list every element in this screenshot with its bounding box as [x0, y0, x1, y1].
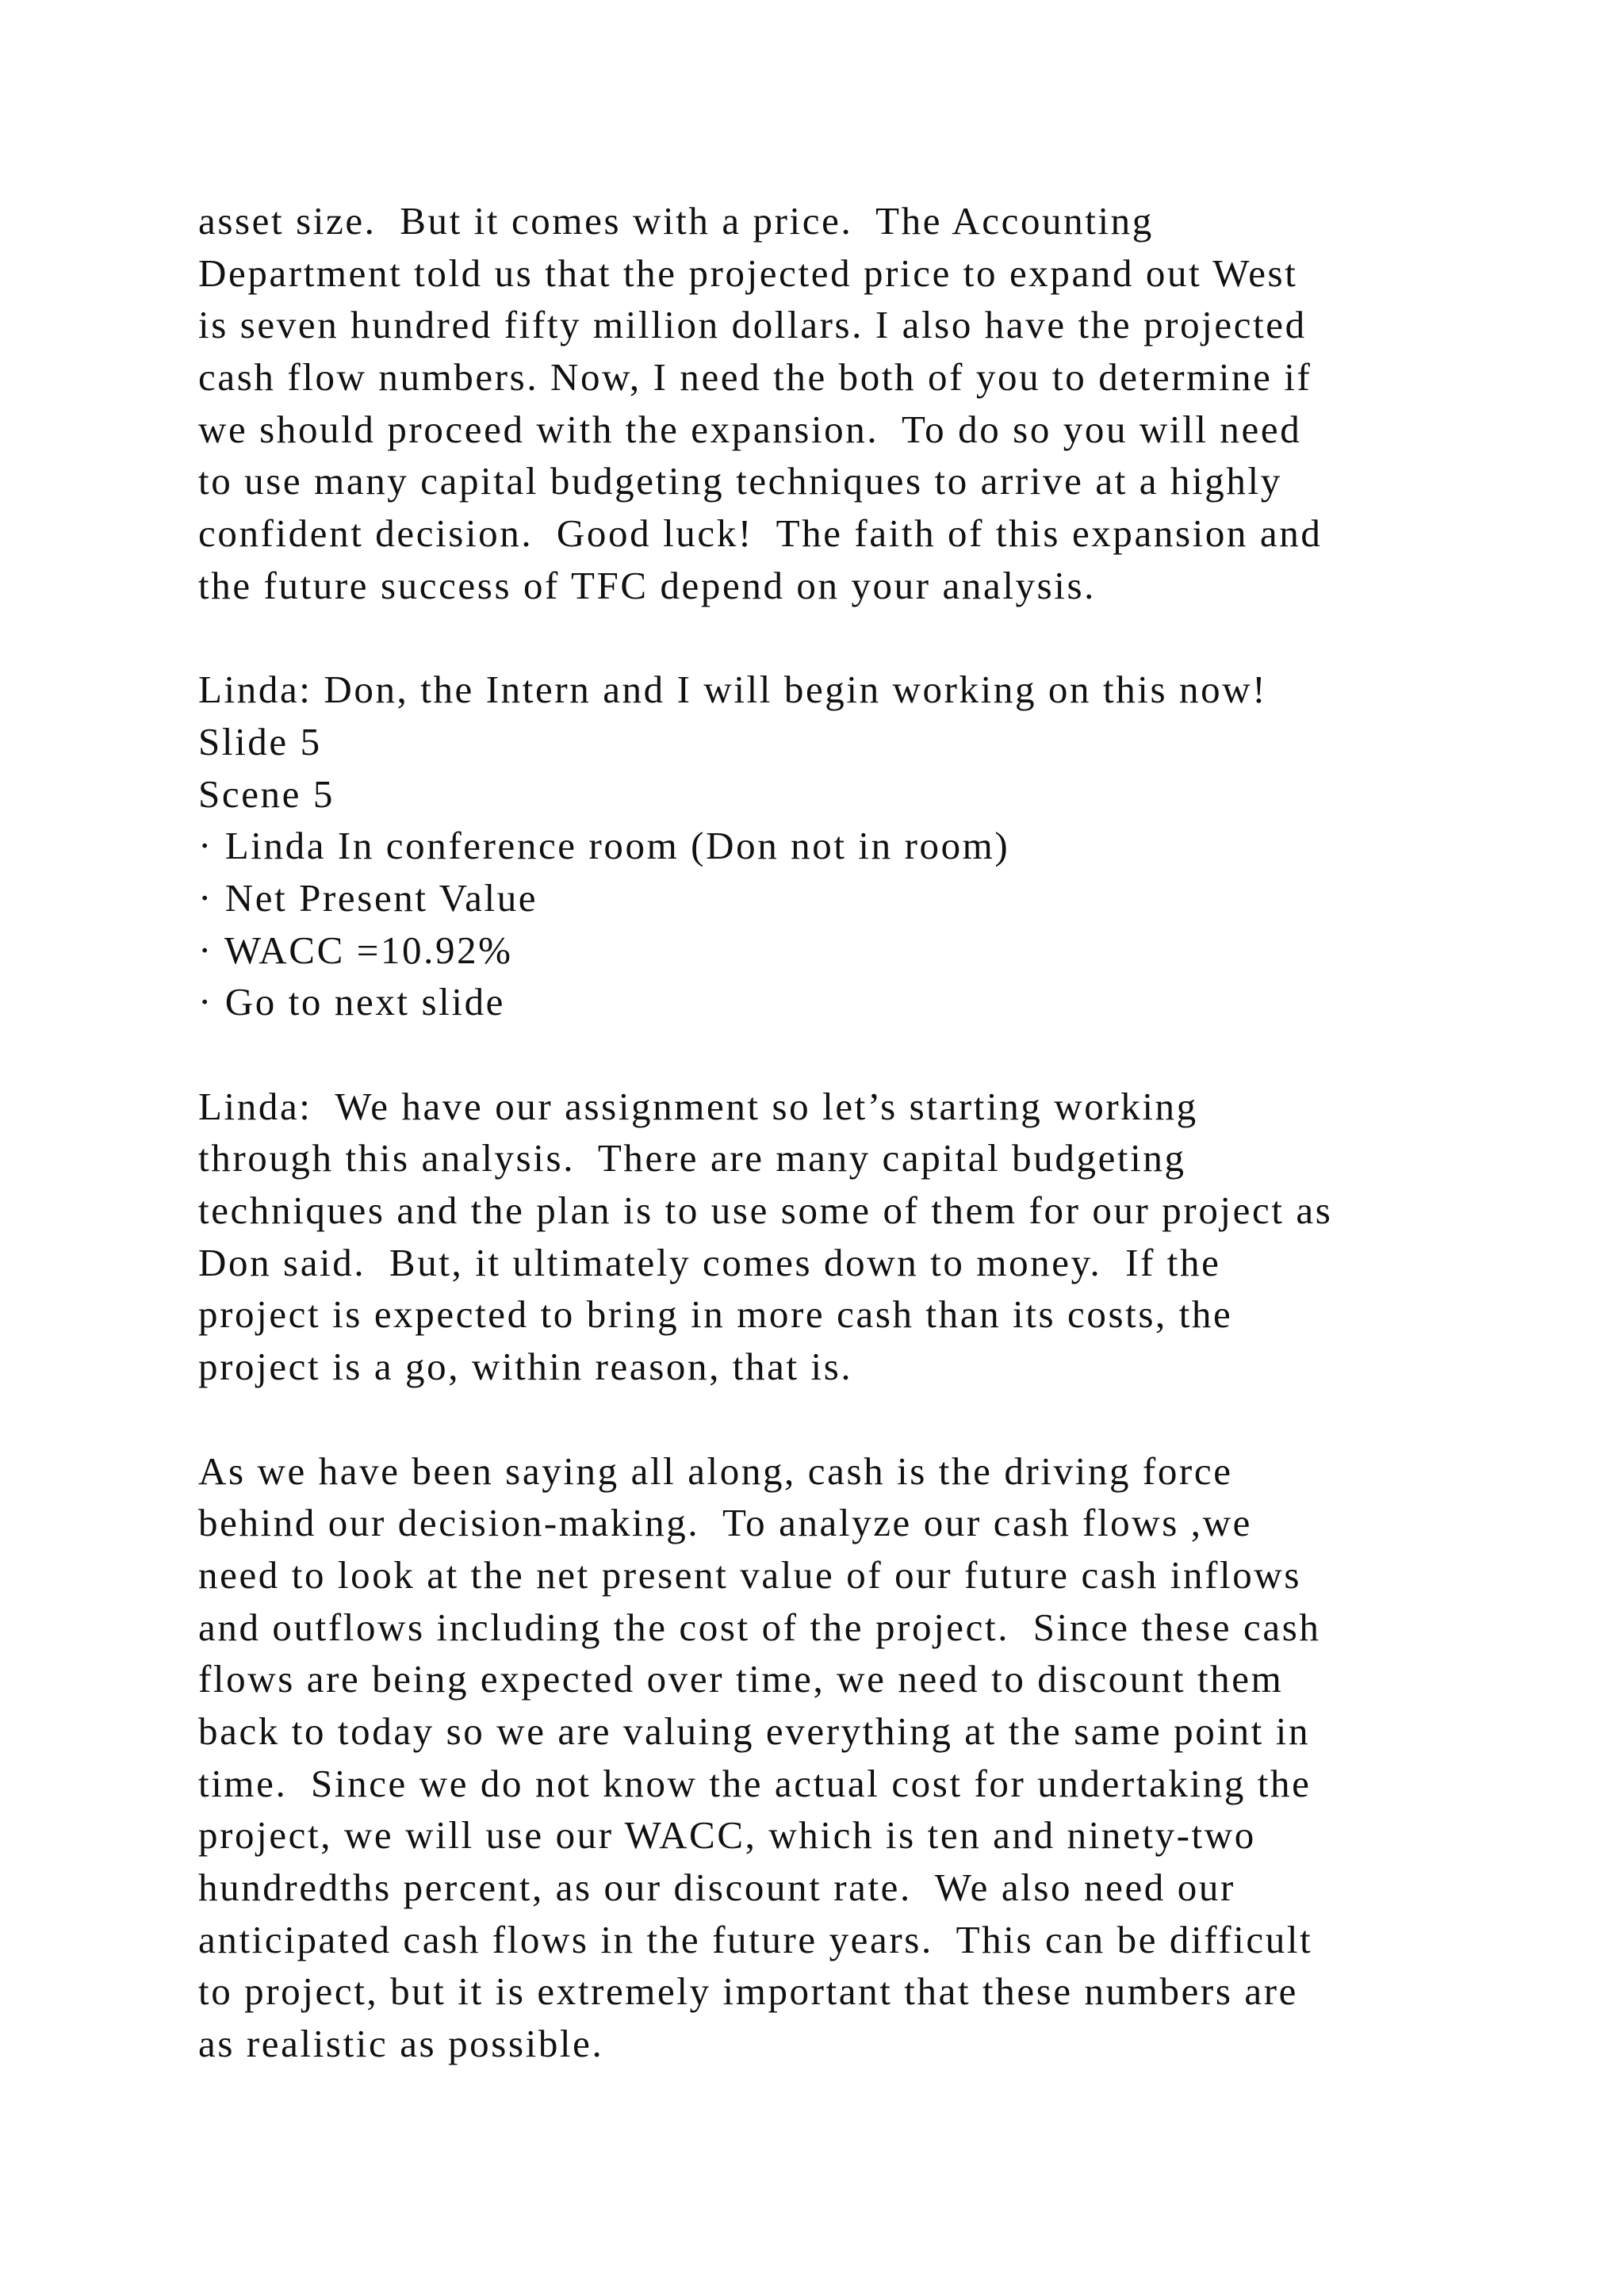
paragraph-spacer: [198, 1393, 1546, 1445]
text-line: anticipated cash flows in the future years. This can be difficult: [198, 1917, 1313, 1961]
text-line: techniques and the plan is to use some of them for our project as: [198, 1188, 1333, 1233]
bullet-item: · WACC =10.92%: [198, 928, 513, 972]
text-line: we should proceed with the expansion. To do so you will need: [198, 407, 1302, 451]
paragraph-spacer: [198, 612, 1546, 664]
text-line: to use many capital budgeting techniques to arrive at a highly: [198, 459, 1282, 503]
scene-bullet-list: [198, 820, 1546, 1028]
text-line: cash flow numbers. Now, I need the both of you to determine if: [198, 355, 1312, 400]
text-line: the future success of TFC depend on your analysis.: [198, 563, 1097, 607]
paragraph-don-instructions: [198, 195, 1546, 612]
scene-label: Scene 5: [198, 771, 335, 816]
document-body: [198, 195, 1546, 2070]
text-line: time. Since we do not know the actual cost for undertaking the: [198, 1761, 1312, 1805]
paragraph-spacer: [198, 1028, 1546, 1081]
text-line: and outflows including the cost of the project. Since these cash: [198, 1605, 1321, 1649]
text-line: Linda: We have our assignment so let’s starting working: [198, 1084, 1198, 1128]
text-line: confident decision. Good luck! The faith of this expansion and: [198, 511, 1323, 556]
linda-reply-line: Linda: Don, the Intern and I will begin working on this now!: [198, 668, 1268, 712]
paragraph-linda-assignment: [198, 1081, 1546, 1393]
text-line: hundredths percent, as our discount rate. We also need our: [198, 1866, 1235, 1909]
text-line: to project, but it is extremely important that these numbers are: [198, 1969, 1298, 2014]
text-line: back to today so we are valuing everything at the same point in: [198, 1709, 1311, 1753]
paragraph-cash-flow-analysis: [198, 1445, 1546, 2070]
text-line: asset size. But it comes with a price. The Accounting: [198, 199, 1154, 243]
text-line: project, we will use our WACC, which is ten and ninety-two: [198, 1813, 1256, 1858]
slide-label: Slide 5: [198, 719, 322, 763]
text-line: need to look at the net present value of our future cash inflows: [198, 1552, 1302, 1597]
bullet-item: · Net Present Value: [198, 875, 538, 920]
text-line: behind our decision-making. To analyze our cash flows ,we: [198, 1501, 1252, 1545]
text-line: Department told us that the projected price to expand out West: [198, 251, 1298, 295]
text-line: through this analysis. There are many capital budgeting: [198, 1136, 1186, 1181]
bullet-item: · Go to next slide: [198, 980, 506, 1024]
text-line: Don said. But, it ultimately comes down to money. If the: [198, 1240, 1221, 1284]
text-line: project is a go, within reason, that is.: [198, 1345, 853, 1389]
text-line: flows are being expected over time, we need to discount them: [198, 1657, 1284, 1701]
text-line: As we have been saying all along, cash is the driving force: [198, 1448, 1233, 1493]
text-line: project is expected to bring in more cash than its costs, the: [198, 1292, 1233, 1337]
text-line: is seven hundred fifty million dollars. I also have the projected: [198, 303, 1307, 347]
text-line: as realistic as possible.: [198, 2022, 604, 2066]
bullet-item: · Linda In conference room (Don not in room): [198, 824, 1010, 868]
